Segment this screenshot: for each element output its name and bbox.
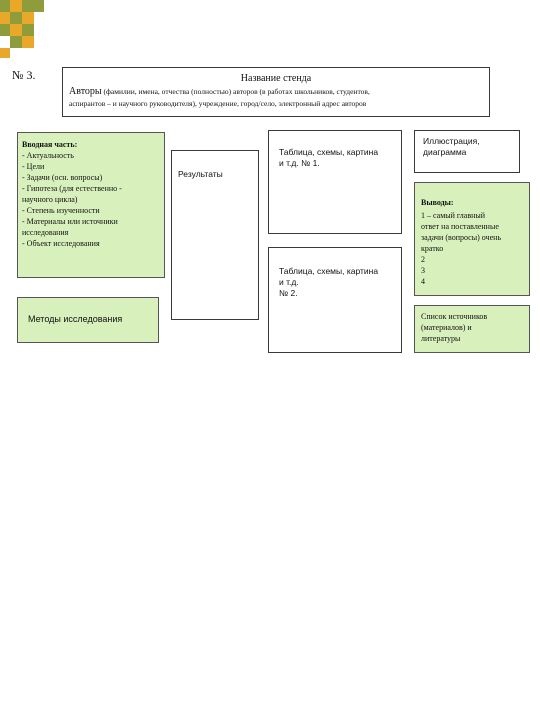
illustration-line: диаграмма <box>423 147 467 157</box>
title-box <box>62 67 490 117</box>
conclusions-line: 2 <box>421 255 425 264</box>
results-box <box>171 150 259 320</box>
decor-square-3 <box>22 0 34 12</box>
sources-line: литературы <box>421 334 461 343</box>
intro-line: - Степень изученности <box>22 206 100 215</box>
methods-box <box>17 297 159 343</box>
decor-square-12 <box>22 36 34 48</box>
slide-number: № 3. <box>12 68 36 82</box>
intro-line: исследования <box>22 228 69 237</box>
illustration-box <box>414 130 520 173</box>
intro-box <box>17 132 165 278</box>
table2-box <box>268 247 402 353</box>
decor-square-5 <box>0 12 10 24</box>
authors-line-1 <box>69 85 483 98</box>
decor-square-6 <box>10 12 22 24</box>
authors-word: Авторы <box>69 86 102 97</box>
intro-line: - Актуальность <box>22 151 74 160</box>
decor-square-1 <box>0 0 10 12</box>
decor-square-10 <box>22 24 34 36</box>
conclusions-heading: Выводы: <box>421 198 454 207</box>
intro-line: научного цикла) <box>22 195 78 204</box>
table1-line: и т.д. № 1. <box>279 158 320 168</box>
conclusions-line: 4 <box>421 277 425 286</box>
conclusions-line: задачи (вопросы) очень <box>421 233 502 242</box>
intro-line: - Цели <box>22 162 45 171</box>
sources-box <box>414 305 530 353</box>
decor-square-11 <box>10 36 22 48</box>
decor-square-7 <box>22 12 34 24</box>
table2-line: Таблица, схемы, картина <box>279 266 379 276</box>
decor-square-13 <box>0 48 10 58</box>
sources-line: Список источников <box>421 312 488 321</box>
stand-title: Название стенда <box>240 73 312 84</box>
conclusions-line: кратко <box>421 244 444 253</box>
table1-line: Таблица, схемы, картина <box>279 147 379 157</box>
results-label: Результаты <box>178 169 223 179</box>
authors-rest: (фамилии, имена, отчества (полностью) авторов (в работах школьников, студентов, <box>101 87 370 96</box>
intro-line: - Материалы или источники <box>22 217 118 226</box>
table2-line: № 2. <box>279 288 298 298</box>
conclusions-box <box>414 182 530 296</box>
intro-line: - Задачи (осн. вопросы) <box>22 173 103 182</box>
decor-square-8 <box>0 24 10 36</box>
intro-heading: Вводная часть: <box>22 140 78 149</box>
conclusions-line: 3 <box>421 266 425 275</box>
conclusions-line: 1 – самый главный <box>421 211 486 220</box>
decor-square-2 <box>10 0 22 12</box>
decor-square-9 <box>10 24 22 36</box>
methods-label: Методы исследования <box>28 314 123 324</box>
decor-square-4 <box>34 0 44 12</box>
intro-line: - Гипотеза (для естественно - <box>22 184 122 193</box>
intro-line: - Объект исследования <box>22 239 100 248</box>
conclusions-line: ответ на поставленные <box>421 222 499 231</box>
authors-line-2: аспирантов – и научного руководителя), учреждение, город/село, электронный адрес авторов <box>69 99 367 108</box>
illustration-line: Иллюстрация, <box>423 136 480 146</box>
table2-line: и т.д. <box>279 277 299 287</box>
sources-line: (материалов) и <box>421 323 472 332</box>
table1-box <box>268 130 402 234</box>
